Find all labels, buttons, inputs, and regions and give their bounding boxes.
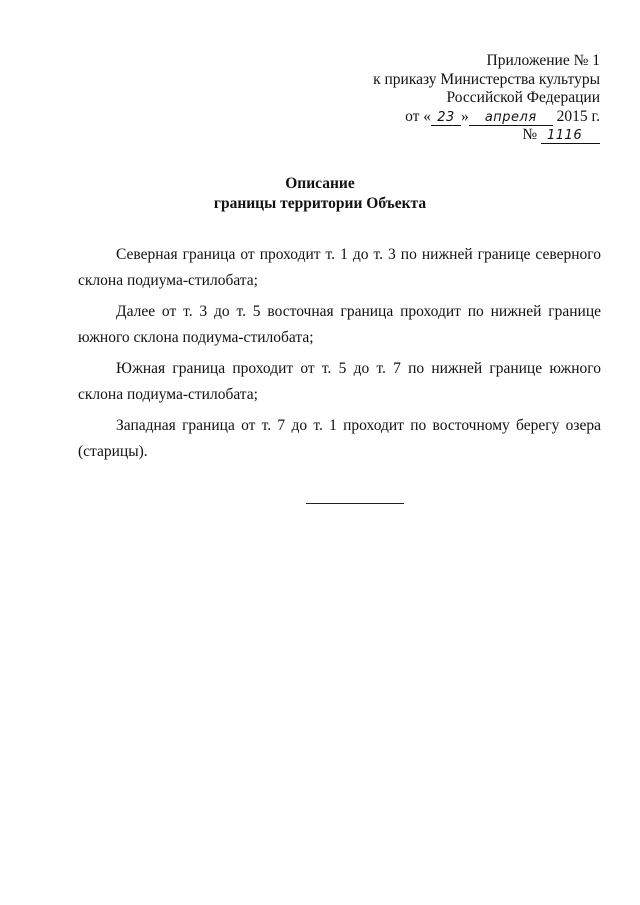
- appendix-number: Приложение № 1: [486, 52, 600, 69]
- boundary-description: [78, 242, 601, 470]
- order-number-line: [300, 126, 600, 145]
- order-date-line: [300, 108, 600, 127]
- federation-name: Российской Федерации: [446, 89, 600, 106]
- handwritten-month: апреля: [469, 111, 553, 126]
- document-title: [0, 174, 640, 213]
- title-line-2: границы территории Объекта: [213, 194, 427, 212]
- paragraph-east: Далее от т. 3 до т. 5 восточная граница проходит по нижней границе южного склона подиума-стилобата;: [78, 303, 601, 346]
- end-separator-line: [306, 503, 404, 504]
- date-prefix: от «: [405, 107, 432, 125]
- handwritten-day: 23: [431, 111, 461, 126]
- handwritten-number: 1116: [541, 129, 600, 144]
- paragraph-west: Западная граница от т. 7 до т. 1 проходит по восточному берегу озера (старицы).: [78, 417, 601, 460]
- paragraph-north: Северная граница от проходит т. 1 до т. 3 по нижней границе северного склона подиума-стилобата;: [78, 246, 601, 289]
- order-reference: к приказу Министерства культуры: [373, 70, 600, 88]
- date-mid: »: [461, 107, 469, 125]
- title-line-1: Описание: [285, 175, 355, 192]
- paragraph-south: Южная граница проходит от т. 5 до т. 7 по нижней границе южного склона подиума-стилобата;: [78, 360, 601, 403]
- date-year: 2015 г.: [552, 107, 600, 125]
- number-prefix: №: [522, 126, 541, 143]
- appendix-header: [300, 52, 600, 145]
